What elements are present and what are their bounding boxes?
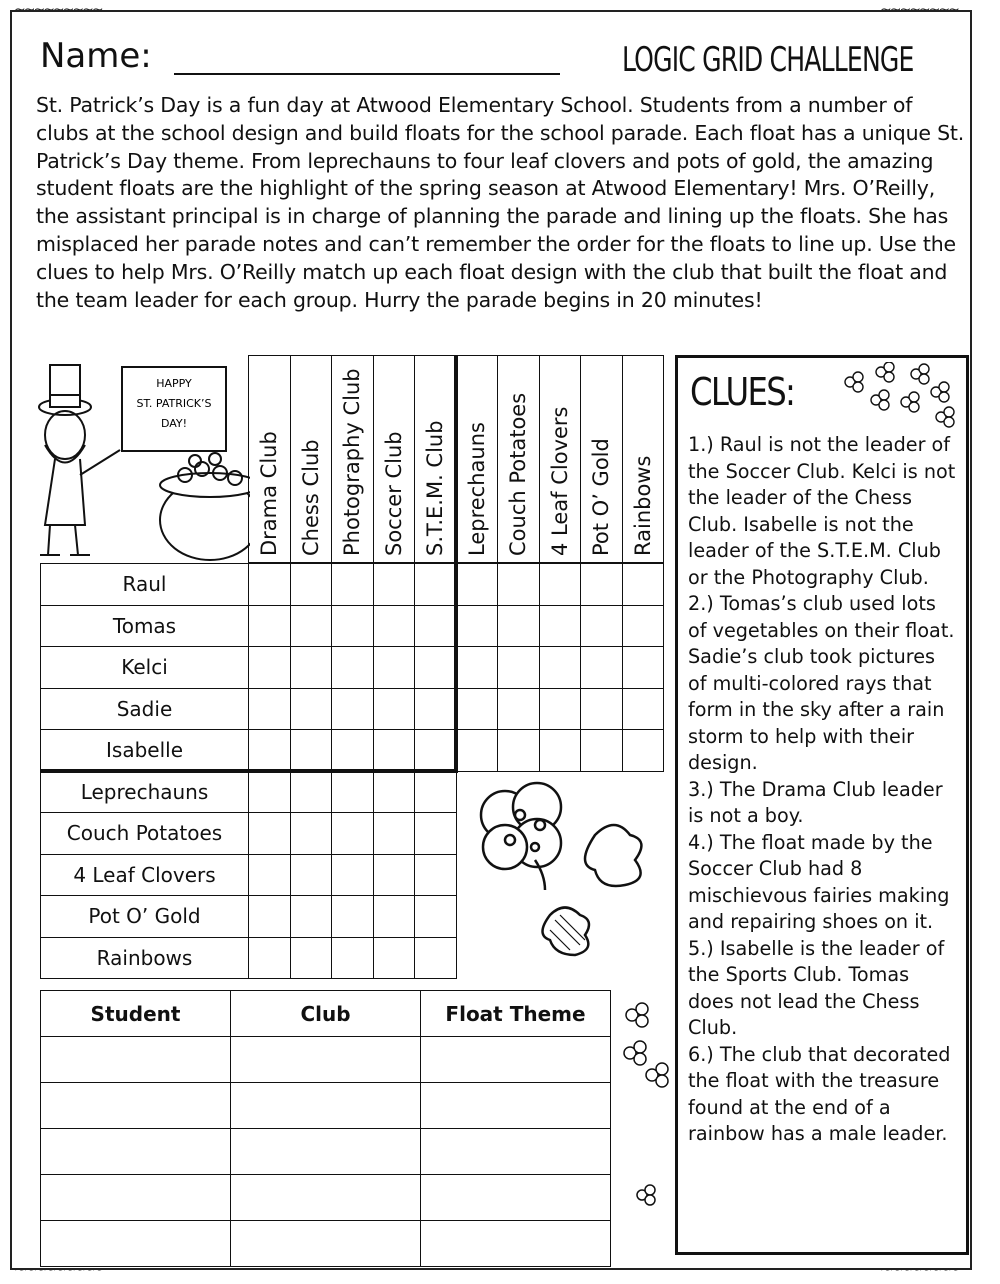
grid-cell[interactable] (290, 563, 333, 606)
page-title: LOGIC GRID CHALLENGE (622, 40, 914, 80)
grid-cell[interactable] (248, 605, 291, 648)
grid-cell[interactable] (539, 729, 582, 772)
row-label-student: Kelci (40, 646, 249, 689)
small-shamrocks (612, 995, 672, 1235)
grid-cell[interactable] (580, 605, 623, 648)
column-header-label: 4 Leaf Clovers (547, 406, 572, 556)
grid-cell[interactable] (373, 771, 416, 814)
grid-cell[interactable] (248, 688, 291, 731)
grid-cell[interactable] (414, 563, 457, 606)
grid-cell[interactable] (331, 729, 374, 772)
grid-cell[interactable] (622, 563, 665, 606)
grid-cell[interactable] (290, 688, 333, 731)
grid-cell[interactable] (456, 729, 499, 772)
grid-cell[interactable] (373, 812, 416, 855)
clue-item: 1.) Raul is not the leader of the Soccer Club. Kelci is not the leader of the Chess Club. Isabelle is not the leader of the S.T.E.M. Club or the Photography Club. (688, 433, 956, 589)
row-label-student: Isabelle (40, 729, 249, 772)
answer-cell[interactable] (231, 1037, 421, 1083)
grid-cell[interactable] (622, 688, 665, 731)
grid-cell[interactable] (331, 563, 374, 606)
grid-cell[interactable] (414, 729, 457, 772)
grid-cell[interactable] (331, 812, 374, 855)
answer-row (41, 1129, 611, 1175)
grid-cell[interactable] (539, 563, 582, 606)
row-label-theme: Leprechauns (40, 771, 249, 814)
grid-cell[interactable] (331, 895, 374, 938)
answer-cell[interactable] (41, 1221, 231, 1267)
row-label-student: Tomas (40, 605, 249, 648)
grid-cell[interactable] (373, 937, 416, 980)
grid-cell[interactable] (290, 771, 333, 814)
clues-list (688, 432, 958, 1148)
grid-cell[interactable] (373, 854, 416, 897)
column-header (539, 355, 582, 563)
clues-shamrock-cluster (836, 362, 961, 432)
column-header-label: Leprechauns (464, 422, 489, 556)
answer-cell[interactable] (421, 1037, 611, 1083)
clues-title: CLUES: (690, 370, 795, 414)
intro-paragraph: St. Patrick’s Day is a fun day at Atwood Elementary School. Students from a number of clubs at the school design and build floats for the school parade. Each float has a unique St. Patrick’s Day theme. From leprechauns to four leaf clovers and pots of gold, the amazing student floats are the highlight of the spring season at Atwood Elementary! Mrs. O’Reilly, the assistant principal is in charge of planning the parade and lining up the floats. She has misplaced her parade notes and can’t remember the order for the floats to line up. Use the clues to help Mrs. O’Reilly match up each float design with the club that built the float and the team leader for each group. Hurry the parade begins in 20 minutes! (36, 93, 965, 312)
clue-item: 4.) The float made by the Soccer Club had 8 mischievous fairies making and repairing shoes on it. (688, 830, 950, 933)
column-header-label: Pot O’ Gold (589, 438, 614, 556)
grid-cell[interactable] (414, 895, 457, 938)
row-label-student: Raul (40, 563, 249, 606)
grid-cell[interactable] (414, 812, 457, 855)
grid-cell[interactable] (248, 937, 291, 980)
border-ornament-bottom-left: ~~~~~~~~~ (14, 1262, 102, 1278)
column-header-label: Couch Potatoes (506, 392, 531, 556)
clue-item: 5.) Isabelle is the leader of the Sports Club. Tomas does not lead the Chess Club. (688, 936, 945, 1039)
grid-cell[interactable] (331, 771, 374, 814)
sign-line-2: ST. PATRICK’S (136, 397, 212, 410)
name-label: Name: (40, 36, 152, 76)
grid-cell[interactable] (373, 646, 416, 689)
column-header (622, 355, 665, 563)
answer-cell[interactable] (41, 1175, 231, 1221)
grid-cell[interactable] (331, 646, 374, 689)
grid-cell[interactable] (622, 729, 665, 772)
column-header-label: Drama Club (257, 431, 282, 556)
grid-cell[interactable] (456, 605, 499, 648)
row-label-theme: Rainbows (40, 937, 249, 980)
row-label-theme: 4 Leaf Clovers (40, 854, 249, 897)
grid-cell[interactable] (497, 605, 540, 648)
grid-cell[interactable] (331, 937, 374, 980)
grid-divider-horizontal (40, 769, 458, 773)
answer-row (41, 1083, 611, 1129)
name-input-line[interactable] (174, 73, 560, 75)
grid-cell[interactable] (580, 646, 623, 689)
grid-cell[interactable] (373, 563, 416, 606)
grid-cell[interactable] (331, 605, 374, 648)
grid-cell[interactable] (373, 729, 416, 772)
grid-cell[interactable] (539, 688, 582, 731)
grid-cell[interactable] (248, 729, 291, 772)
answer-row (41, 1221, 611, 1267)
grid-cell[interactable] (414, 646, 457, 689)
border-ornament-top-left: ~~~~~~~~~ (14, 2, 102, 18)
column-header (414, 355, 457, 563)
grid-cell[interactable] (580, 563, 623, 606)
grid-cell[interactable] (290, 854, 333, 897)
answer-cell[interactable] (231, 1083, 421, 1129)
grid-cell[interactable] (331, 688, 374, 731)
border-ornament-top-right: ~~~~~~~~ (880, 2, 958, 18)
column-header-label: Photography Club (340, 368, 365, 556)
sign-line-3: DAY! (160, 417, 188, 430)
row-label-theme: Pot O’ Gold (40, 895, 249, 938)
clue-item: 6.) The club that decorated the float with the treasure found at the end of a rainbow has a male leader. (688, 1042, 951, 1145)
answer-row (41, 1175, 611, 1221)
answer-cell[interactable] (421, 1221, 611, 1267)
row-label-student: Sadie (40, 688, 249, 731)
answer-cell[interactable] (231, 1129, 421, 1175)
answer-row (41, 1037, 611, 1083)
grid-cell[interactable] (331, 854, 374, 897)
answer-cell[interactable] (41, 1083, 231, 1129)
grid-cell[interactable] (248, 812, 291, 855)
grid-cell[interactable] (622, 646, 665, 689)
grid-cell[interactable] (248, 771, 291, 814)
clue-item: 2.) Tomas’s club used lots of vegetables on their float. Sadie’s club took pictures of multi-colored rays that form in the sky after a rain storm to help with their design. (688, 592, 955, 774)
answer-cell[interactable] (41, 1129, 231, 1175)
clue-item: 3.) The Drama Club leader is not a boy. (688, 777, 943, 827)
grid-cell[interactable] (497, 688, 540, 731)
column-header (497, 355, 540, 563)
column-header-label: Rainbows (630, 455, 655, 556)
column-header-label: Soccer Club (381, 431, 406, 556)
column-header-label: S.T.E.M. Club (423, 420, 448, 556)
grid-cell[interactable] (290, 895, 333, 938)
grid-cell[interactable] (290, 646, 333, 689)
grid-cell[interactable] (580, 729, 623, 772)
grid-cell[interactable] (290, 812, 333, 855)
grid-cell[interactable] (622, 605, 665, 648)
column-header (373, 355, 416, 563)
answer-cell[interactable] (41, 1037, 231, 1083)
grid-cell[interactable] (539, 605, 582, 648)
shamrock-illustrations (465, 775, 665, 985)
grid-cell[interactable] (497, 563, 540, 606)
grid-cell[interactable] (414, 605, 457, 648)
border-ornament-bottom-right: ~~~~~~~~ (880, 1262, 958, 1278)
grid-cell[interactable] (414, 771, 457, 814)
grid-cell[interactable] (456, 646, 499, 689)
sign-line-1: HAPPY (156, 377, 192, 390)
grid-cell[interactable] (456, 563, 499, 606)
answer-header-club: Club (231, 991, 421, 1037)
grid-cell[interactable] (497, 646, 540, 689)
grid-cell[interactable] (373, 605, 416, 648)
column-header (248, 355, 291, 563)
answer-cell[interactable] (421, 1129, 611, 1175)
leprechaun-illustration (20, 355, 250, 565)
grid-cell[interactable] (414, 854, 457, 897)
grid-cell[interactable] (248, 895, 291, 938)
column-header (580, 355, 623, 563)
grid-cell[interactable] (539, 646, 582, 689)
grid-divider-vertical (454, 355, 458, 771)
grid-cell[interactable] (456, 688, 499, 731)
answer-cell[interactable] (231, 1221, 421, 1267)
grid-cell[interactable] (414, 937, 457, 980)
grid-cell[interactable] (414, 688, 457, 731)
grid-cell[interactable] (373, 895, 416, 938)
answer-cell[interactable] (231, 1175, 421, 1221)
grid-cell[interactable] (497, 729, 540, 772)
grid-cell[interactable] (248, 646, 291, 689)
grid-cell[interactable] (290, 937, 333, 980)
grid-cell[interactable] (580, 688, 623, 731)
answer-header-float-theme: Float Theme (421, 991, 611, 1037)
grid-cell[interactable] (248, 854, 291, 897)
grid-cell[interactable] (373, 688, 416, 731)
row-label-theme: Couch Potatoes (40, 812, 249, 855)
answer-table (40, 990, 611, 1267)
answer-cell[interactable] (421, 1175, 611, 1221)
grid-cell[interactable] (290, 729, 333, 772)
grid-cell[interactable] (290, 605, 333, 648)
column-header (331, 355, 374, 563)
answer-header-student: Student (41, 991, 231, 1037)
column-header (290, 355, 333, 563)
grid-cell[interactable] (248, 563, 291, 606)
answer-cell[interactable] (421, 1083, 611, 1129)
column-header (456, 355, 499, 563)
column-header-label: Chess Club (298, 439, 323, 556)
